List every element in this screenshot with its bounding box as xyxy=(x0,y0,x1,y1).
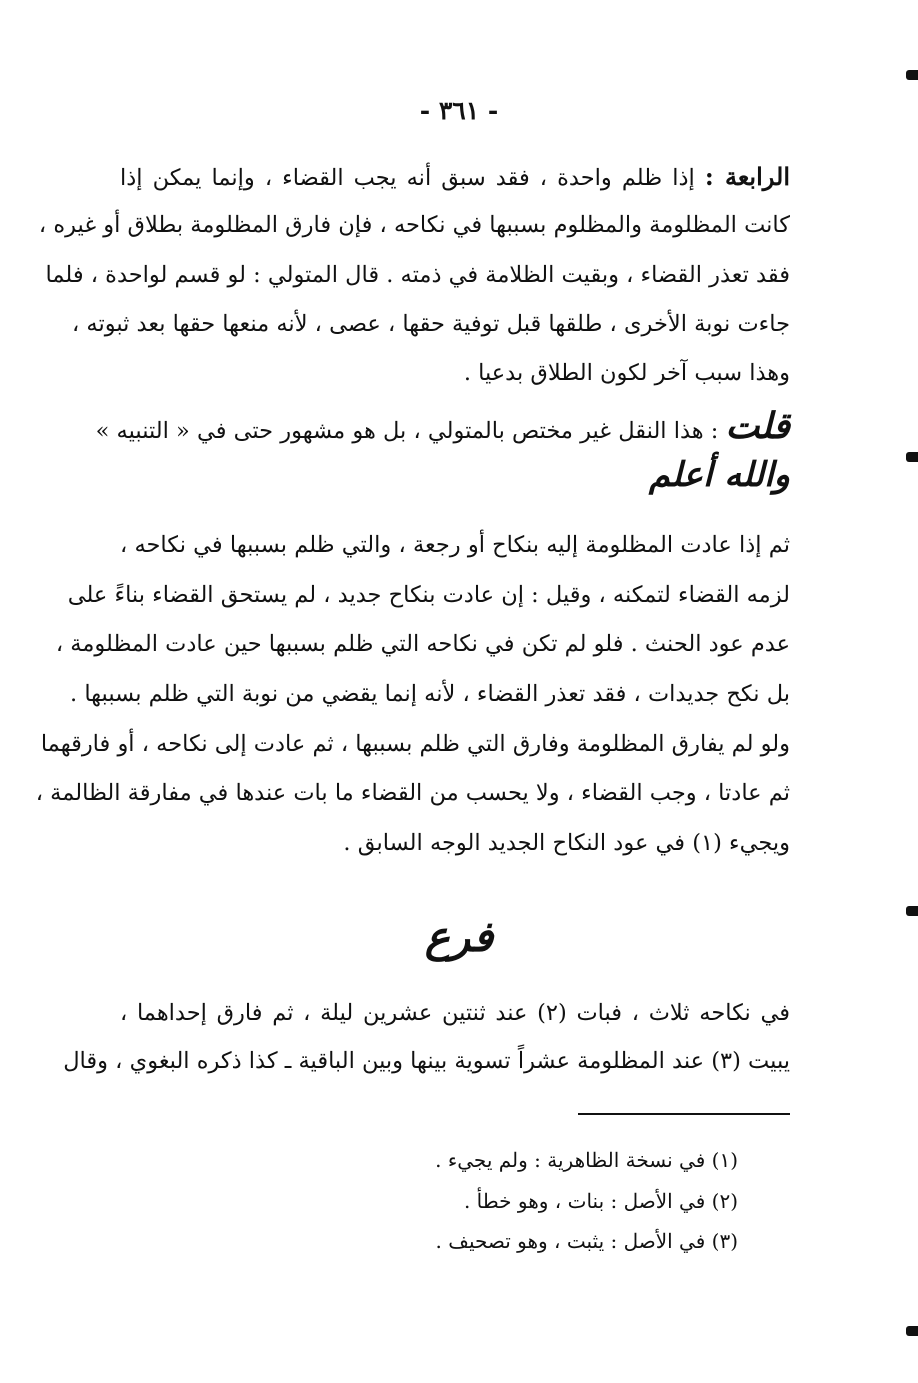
footnote-separator xyxy=(578,1113,790,1115)
binding-mark xyxy=(906,906,918,916)
text-line: جاءت نوبة الأخرى ، طلقها قبل توفية حقها ، عصى ، لأنه منعها حقها بعد ثبوته ، xyxy=(71,311,790,337)
text-line: عدم عود الحنث . فلو لم تكن في نكاحه التي ظلم بسببها حين عادت المظلومة ، xyxy=(55,631,790,657)
footnote: (٢) في الأصل : بنات ، وهو خطأ . xyxy=(463,1189,738,1213)
qult-line: قلت : هذا النقل غير مختص بالمتولي ، بل هو مشهور حتى في « التنبيه » xyxy=(95,405,790,447)
text-line: ثم إذا عادت المظلومة إليه بنكاح أو رجعة ، والتي ظلم بسببها في نكاحه ، xyxy=(120,532,790,558)
section-heading: فرع xyxy=(424,912,494,961)
text-line: فقد تعذر القضاء ، وبقيت الظلامة في ذمته . قال المتولي : لو قسم لواحدة ، فلما xyxy=(45,262,790,288)
binding-mark xyxy=(906,452,918,462)
footnote: (٣) في الأصل : يثبت ، وهو تصحيف . xyxy=(435,1229,738,1253)
text-line: بل نكح جديدات ، فقد تعذر القضاء ، لأنه إنما يقضي من نوبة التي ظلم بسببها . xyxy=(70,681,790,707)
text-line: كانت المظلومة والمظلوم بسببها في نكاحه ، فإن فارق المظلومة بطلاق أو غيره ، xyxy=(38,212,790,238)
closing-formula: والله أعلم xyxy=(648,455,790,495)
qult-word: قلت xyxy=(725,405,790,447)
text-line: في نكاحه ثلاث ، فبات (٢) عند ثنتين عشرين ليلة ، ثم فارق إحداهما ، xyxy=(120,1000,790,1026)
footnote: (١) في نسخة الظاهرية : ولم يجيء . xyxy=(435,1148,738,1172)
binding-mark xyxy=(906,70,918,80)
text-line: وهذا سبب آخر لكون الطلاق بدعيا . xyxy=(463,360,790,386)
text-line: الرابعة : إذا ظلم واحدة ، فقد سبق أنه يجب القضاء ، وإنما يمكن إذا xyxy=(120,162,790,191)
page-number: - ٣٦١ - xyxy=(419,96,499,125)
text-line: ثم عادتا ، وجب القضاء ، ولا يحسب من القضاء ما بات عندها في مفارقة الظالمة ، xyxy=(35,780,790,806)
text-line: يبيت (٣) عند المظلومة عشراً تسوية بينها وبين الباقية ـ كذا ذكره البغوي ، وقال xyxy=(63,1048,790,1074)
text-line: لزمه القضاء لتمكنه ، وقيل : إن عادت بنكاح جديد ، لم يستحق القضاء بناءً على xyxy=(67,582,790,608)
lead-word: الرابعة : xyxy=(704,162,790,191)
text-line: ويجيء (١) في عود النكاح الجديد الوجه السابق . xyxy=(343,830,790,856)
text-line: ولو لم يفارق المظلومة وفارق التي ظلم بسببها ، ثم عادت إلى نكاحه ، أو فارقهما xyxy=(40,731,790,757)
binding-mark xyxy=(906,1326,918,1336)
